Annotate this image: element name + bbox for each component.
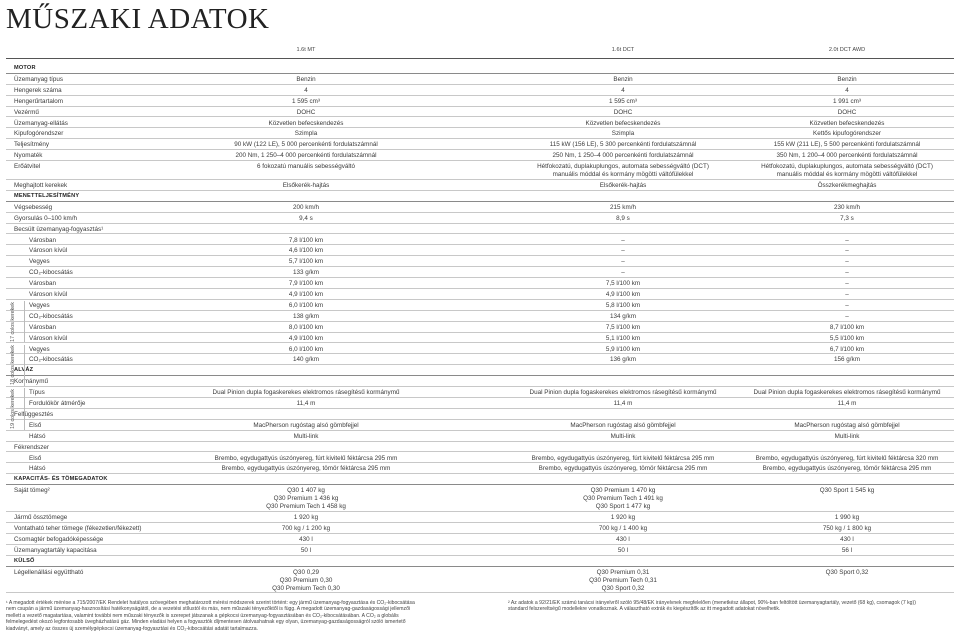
column-header-2: 1.6t DCT [611,47,635,53]
spec-value-col2: Szimpla [611,130,635,138]
spec-row [0,376,960,387]
spec-value-col1: Q30 Premium 0,30 [279,576,333,584]
spec-label: Városban [29,236,56,244]
spec-row [0,74,960,85]
row-divider [6,592,954,593]
spec-value-col2: – [621,236,625,244]
spec-value-col2: Q30 Premium Tech 1 491 kg [583,495,663,503]
section-header [0,365,960,376]
spec-label: Teljesítmény [14,141,49,149]
spec-label: Kormánymű [14,378,48,386]
spec-value-col2: Multi-link [610,432,636,440]
spec-value-col2: 50 l [617,546,629,554]
spec-row [0,398,960,409]
spec-value-col2: MacPherson rugóstag alsó gömbfejjel [570,421,676,429]
spec-label: Vegyes [29,345,50,353]
spec-value-col3: – [845,312,849,320]
spec-label: Nyomaték [14,152,43,160]
spec-value-col3: – [845,301,849,309]
spec-value-col1: 5,7 l/100 km [288,258,324,266]
spec-value-col1: Szimpla [294,130,318,138]
spec-row [0,387,960,398]
spec-row [0,420,960,431]
spec-row [0,322,960,333]
spec-label: Vegyes [29,301,50,309]
spec-value-col2: 700 kg / 1 400 kg [598,525,648,532]
spec-value-col1: 1 920 kg [293,514,319,522]
spec-value-col2: Q30 Premium 1 470 kg [590,487,656,495]
wheel-size-group-label [4,344,22,388]
spec-row [0,128,960,139]
spec-value-col1: 1 595 cm³ [292,97,320,105]
spec-value-col3: – [845,258,849,266]
spec-value-col2: 134 g/km [610,312,636,320]
spec-row [0,567,960,594]
spec-value-col1: 200 km/h [293,203,319,211]
spec-value-col2: DOHC [613,108,633,116]
spec-label: Saját tömeg² [14,487,50,495]
section-title: KAPACITÁS- ÉS TÖMEGADATOK [14,476,108,483]
spec-value-col1: 7,8 l/100 km [288,236,324,244]
spec-value-col1: 90 kW (122 LE), 5 000 percenkénti fordulatszámnál [234,141,378,149]
spec-value-col2: 215 km/h [610,203,636,211]
spec-value-col3: 4 [845,86,849,94]
spec-label: Városon kívül [29,334,68,342]
spec-row [0,161,960,180]
spec-label: Városon kívül [29,247,68,255]
spec-value-col2: 5,1 l/100 km [605,334,641,342]
spec-label: Hátsó [29,465,46,473]
spec-value-col3: MacPherson rugóstag alsó gömbfejjel [794,421,900,429]
spec-label: Üzemanyagtartály kapacitása [14,546,97,554]
spec-value-col3: Brembo, egydugattyús úszónyereg, fúrt kivitelű féktárcsa 320 mm [755,454,939,462]
spec-value-col3: – [845,247,849,255]
spec-value-col1: Benzin [296,75,316,83]
spec-row [0,85,960,96]
spec-value-col2: Benzin [613,75,633,83]
spec-value-col1: 9,4 s [299,214,313,222]
spec-value-col2: Q30 Premium 0,31 [596,568,650,576]
spec-row [0,267,960,278]
spec-value-col1: Q30 Premium Tech 1 458 kg [266,503,346,511]
spec-value-col3: 6,7 l/100 km [829,345,865,353]
wheel-size-group-label [4,300,22,344]
spec-label: Típus [29,389,45,397]
spec-value-col2: 5,8 l/100 km [605,301,641,309]
footnote-line: mellett a vezető magatartása, valamint további nem műszaki tényezők is szerepet játszanak a gépkocsi üzemanyag-fogyasztásában és CO₂-kibocsátásában. A CO₂ a globális [6,612,399,619]
spec-label: Kipufogórendszer [14,130,64,138]
spec-value-col3: Dual Pinion dupla fogaskerekes elektromos rásegítésű kormánymű [753,389,941,397]
spec-value-col1: 4 [304,86,308,94]
spec-value-col3: Közvetlen befecskendezés [809,119,885,127]
spec-value-col3: 430 l [840,535,854,543]
spec-value-col2: – [621,247,625,255]
footnote-right [508,600,916,613]
spec-row [0,344,960,355]
spec-label: CO₂-kibocsátás [29,312,73,320]
spec-value-col3: Benzin [837,75,857,83]
section-header [0,556,960,567]
spec-value-col2: Hétfokozatú, duplakuplungos, automata sebességváltó (DCT) [537,163,709,171]
spec-row [0,534,960,545]
section-header [0,474,960,485]
wheel-size-text: 18 colos kerekek [10,345,16,386]
spec-value-col3: 155 kW (211 LE), 5 500 percenkénti fordulatszámnál [773,141,921,149]
spec-value-col3: Hétfokozatú, duplakuplungos, automata sebességváltó (DCT) [761,163,933,171]
spec-value-col2: 136 g/km [610,356,636,364]
spec-row [0,512,960,523]
spec-label: Csomagtér befogadóképessége [14,535,104,543]
spec-value-col2: Dual Pinion dupla fogaskerekes elektromos rásegítésű kormánymű [529,389,717,397]
footnote-line: ¹ A megadott értékek mérése a 715/2007/EK Rendelet hatályos szövegében meghatározott mérési módszerek szerint történt: egy jármű üzemanyag-fogyasztása és CO₂-kibocsátása [6,600,415,606]
spec-value-col1: Brembo, egydugattyús úszónyereg, tömör féktárcsa 295 mm [221,465,391,473]
spec-value-col1: 140 g/km [293,356,319,364]
spec-label: Becsült üzemanyag-fogyasztás¹ [14,225,104,233]
group-bracket [24,301,25,343]
spec-value-col2: 4,9 l/100 km [605,291,641,298]
spec-value-col3: 7,3 s [840,214,854,222]
spec-label: Vegyes [29,258,50,266]
column-header-1: 1.6t MT [296,47,316,53]
spec-value-col2: 5,9 l/100 km [605,345,641,353]
footnote-line: kiadványt, amely az összes új személygépkocsi üzemanyag-fogyasztási és CO₂-kibocsátási adatát tartalmazza. [6,625,258,632]
spec-label: Fordulókör átmérője [29,400,86,407]
spec-label: Városban [29,280,56,288]
spec-row [0,545,960,556]
spec-value-col2: 115 kW (156 LE), 5 300 percenkénti fordulatszámnál [549,141,697,149]
spec-value-col1: 4,6 l/100 km [288,247,324,255]
footnote-line: standard felszereltségű modellekre vonatkoznak. A választható extrák és kiegészítők az itt megadott adatokat növelhetik. [508,606,781,613]
spec-row [0,523,960,534]
spec-value-col3: 5,5 l/100 km [829,334,865,342]
spec-value-col1: 700 kg / 1 200 kg [281,525,331,532]
spec-row [0,354,960,365]
spec-value-col3: 750 kg / 1 800 kg [822,525,872,532]
spec-value-col1: 430 l [299,535,313,543]
spec-value-col1: Elsőkerék-hajtás [282,182,330,189]
spec-value-col1: MacPherson rugóstag alsó gömbfejjel [253,421,359,429]
section-title: ALVÁZ [14,367,34,374]
spec-row [0,442,960,453]
spec-label: Városon kívül [29,291,68,298]
spec-label: Vezérmű [14,108,39,116]
spec-value-col3: Q30 Sport 1 545 kg [819,487,875,495]
spec-label: Fékrendszer [14,443,49,451]
spec-row [0,118,960,129]
spec-label: Üzemanyag típus [14,75,64,83]
spec-value-col1: 200 Nm, 1 250–4 000 percenkénti fordulatszámnál [235,152,377,160]
spec-row [0,96,960,107]
group-bracket [24,388,25,430]
spec-label: Felfüggesztés [14,410,54,418]
spec-label: Városban [29,323,56,331]
spec-value-col1: DOHC [296,108,316,116]
spec-value-col1: Q30 0,29 [293,568,319,576]
spec-row [0,278,960,289]
spec-value-col1: Brembo, egydugattyús úszónyereg, fúrt kivitelű féktárcsa 295 mm [214,454,398,462]
spec-value-col1: Q30 1 407 kg [287,487,325,495]
spec-label: Első [29,454,42,462]
wheel-size-text: 17 colos kerekek [10,301,16,342]
spec-value-col3: 350 Nm, 1 200–4 000 percenkénti fordulatszámnál [776,152,918,160]
spec-value-col2: – [621,269,625,277]
section-title: KÜLSŐ [14,557,35,564]
spec-value-col2: Brembo, egydugattyús úszónyereg, fúrt kivitelű féktárcsa 295 mm [531,454,715,462]
section-header [0,191,960,202]
spec-value-col2: 1 920 kg [610,514,636,522]
spec-value-col1: Multi-link [293,432,319,440]
spec-row [0,107,960,118]
spec-label: Első [29,421,42,429]
spec-row [0,333,960,344]
section-title: MOTOR [14,65,36,71]
spec-row [0,485,960,512]
spec-value-col1: Közvetlen befecskendezés [268,119,344,127]
spec-row [0,300,960,311]
spec-row [0,224,960,235]
spec-label: Vontatható teher tömege (fékezetlen/fékezett) [14,525,142,532]
spec-value-col1: 7,9 l/100 km [288,280,324,288]
spec-value-col1: 11,4 m [296,400,316,407]
spec-row [0,202,960,213]
spec-value-col2: 250 Nm, 1 250–4 000 percenkénti fordulatszámnál [552,152,694,160]
spec-value-col1: 6,0 l/100 km [288,301,324,309]
spec-label: Hengerűrtartalom [14,97,63,105]
spec-value-col2: 7,5 l/100 km [605,323,641,331]
spec-row [0,409,960,420]
spec-value-col3: 156 g/km [834,356,860,364]
spec-value-col2: 1 595 cm³ [609,97,637,105]
spec-row [0,431,960,442]
spec-label: CO₂-kibocsátás [29,356,73,364]
spec-row [0,289,960,300]
spec-label: Hengerek száma [14,86,62,94]
spec-value-col3: – [845,291,849,298]
spec-value-col3: 8,7 l/100 km [829,323,865,331]
spec-value-col1: 6,0 l/100 km [288,345,324,353]
spec-value-col3: 1 990 kg [834,514,860,522]
spec-row [0,139,960,150]
spec-label: Gyorsulás 0–100 km/h [14,214,77,222]
spec-value-col3: manuális móddal és kormány mögötti váltófülekkel [776,171,918,179]
spec-value-col1: Q30 Premium Tech 0,30 [272,584,340,592]
spec-value-col2: 430 l [616,535,630,543]
spec-value-col1: 138 g/km [293,312,319,320]
spec-value-col3: 230 km/h [834,203,860,211]
spec-row [0,150,960,161]
spec-value-col3: Kettős kipufogórendszer [813,130,881,138]
spec-row [0,245,960,256]
spec-label: Üzemanyag-ellátás [14,119,68,127]
spec-label: CO₂-kibocsátás [29,269,73,277]
footnote-line: nem csupán a jármű üzemanyag-hasznosítási hatékonyságától, de a vezetési stílustól és más, nem műszaki tényezőktől is függ. A megadott üzemanyag-gazdaságossági jellemzői [6,606,411,613]
spec-value-col1: 8,0 l/100 km [288,323,324,331]
spec-value-col3: 56 l [841,546,853,554]
spec-row [0,311,960,322]
spec-value-col2: 7,5 l/100 km [605,280,641,288]
spec-value-col3: DOHC [837,108,857,116]
spec-value-col3: – [845,236,849,244]
spec-value-col2: Elsőkerék-hajtás [599,182,647,189]
spec-row [0,256,960,267]
spec-value-col1: 50 l [300,546,312,554]
spec-value-col2: – [621,258,625,266]
page-title: MŰSZAKI ADATOK [6,3,270,35]
section-title: MENETTELJESÍTMÉNY [14,192,80,199]
spec-value-col2: Q30 Sport 0,32 [601,584,645,592]
footnote-line: felmelegedést okozó legfontosabb üvegházhatású gáz. Minden eladási helyen a fogyasztók díjmentesen átolvashatnak egy olyan, üzemanyag-gazdaságosságról szóló ismertető [6,619,406,626]
spec-value-col1: Dual Pinion dupla fogaskerekes elektromos rásegítésű kormánymű [212,389,400,397]
spec-value-col3: Q30 Sport 0,32 [825,568,869,576]
spec-value-col1: 4,9 l/100 km [288,291,324,298]
spec-label: Végsebesség [14,203,53,211]
spec-value-col3: Brembo, egydugattyús úszónyereg, tömör féktárcsa 295 mm [762,465,932,473]
spec-label: Erőátvitel [14,163,41,171]
spec-row [0,463,960,474]
spec-value-col3: Összkerékmeghajtás [817,182,877,189]
spec-label: Meghajtott kerekek [14,182,68,189]
spec-row [0,235,960,246]
spec-value-col1: Q30 Premium 1 436 kg [273,495,339,503]
spec-label: Jármű össztömege [14,514,68,522]
spec-row [0,180,960,191]
spec-value-col3: – [845,269,849,277]
spec-value-col1: 133 g/km [293,269,319,277]
spec-value-col1: 6 fokozatú manuális sebességváltó [256,163,356,171]
group-bracket [24,345,25,387]
spec-value-col2: Q30 Sport 1 477 kg [595,503,651,511]
spec-value-col2: Közvetlen befecskendezés [585,119,661,127]
spec-value-col2: 4 [621,86,625,94]
spec-value-col2: Brembo, egydugattyús úszónyereg, tömör féktárcsa 295 mm [538,465,708,473]
spec-value-col2: manuális móddal és kormány mögötti váltófülekkel [552,171,694,179]
wheel-size-text: 19 colos kerekek [10,389,16,429]
wheel-size-group-label [4,387,22,431]
spec-value-col3: 1 991 cm³ [833,97,861,105]
footnote-left [6,600,415,632]
spec-value-col1: 4,9 l/100 km [288,334,324,342]
spec-value-col2: 8,9 s [616,214,630,222]
spec-label: Hátsó [29,432,46,440]
spec-value-col2: 11,4 m [613,400,633,407]
spec-value-col3: – [845,280,849,288]
spec-value-col3: 11,4 m [837,400,857,407]
spec-value-col3: Multi-link [834,432,860,440]
section-header [0,63,960,74]
spec-row [0,453,960,464]
spec-row [0,213,960,224]
column-header-3: 2.0t DCT AWD [828,47,866,53]
footnote-line: ² Az adatok a 92/21/EK számú tanácsi irányelvről szóló 95/48/EK irányelvnek megfelelően (menetkész állapot, 90%-ban feltöltött üzemanyagtartály, vezető (68 kg), csomagok (7 kg)) [508,600,916,606]
spec-value-col2: Q30 Premium Tech 0,31 [589,576,657,584]
spec-label: Légellenállási együttható [14,568,84,576]
